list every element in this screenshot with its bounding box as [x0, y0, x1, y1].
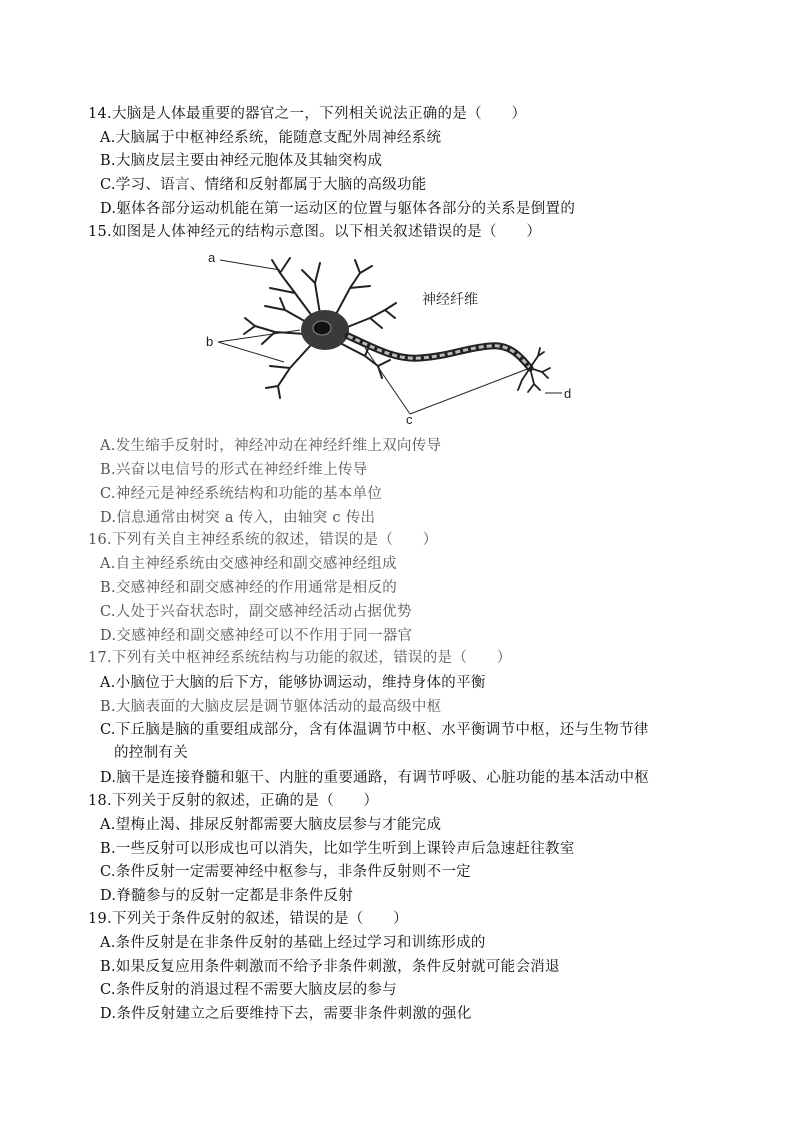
- question-19-option-a: A.条件反射是在非条件反射的基础上经过学习和训练形成的: [100, 935, 486, 951]
- question-18-option-c: C.条件反射一定需要神经中枢参与，非条件反射则不一定: [100, 864, 471, 880]
- nerve-fiber-label: 神经纤维: [422, 292, 478, 308]
- question-18-stem: 18.下列关于反射的叙述，正确的是（ ）: [88, 793, 379, 809]
- question-14-stem: 14.大脑是人体最重要的器官之一，下列相关说法正确的是（ ）: [88, 106, 527, 122]
- label-a: a: [208, 250, 216, 265]
- label-b: b: [206, 334, 214, 349]
- question-18-option-d: D.脊髓参与的反射一定都是非条件反射: [100, 888, 354, 904]
- question-17-option-a: A.小脑位于大脑的后下方，能够协调运动，维持身体的平衡: [100, 675, 486, 691]
- question-17-option-b: B.大脑表面的大脑皮层是调节躯体活动的最高级中枢: [100, 699, 442, 715]
- question-19-stem: 19.下列关于条件反射的叙述，错误的是（ ）: [88, 911, 408, 927]
- question-16-option-c: C.人处于兴奋状态时，副交感神经活动占据优势: [100, 604, 412, 620]
- question-19-option-c: C.条件反射的消退过程不需要大脑皮层的参与: [100, 982, 397, 998]
- label-d: d: [564, 386, 572, 401]
- question-15-option-b: B.兴奋以电信号的形式在神经纤维上传导: [100, 462, 368, 478]
- question-15-option-d: D.信息通常由树突 a 传入，由轴突 c 传出: [100, 510, 376, 526]
- question-19-option-b: B.如果反复应用条件刺激而不给予非条件刺激，条件反射就可能会消退: [100, 959, 560, 975]
- nucleus: [313, 321, 331, 335]
- question-14-option-d: D.躯体各部分运动机能在第一运动区的位置与躯体各部分的关系是倒置的: [100, 201, 576, 217]
- question-16-option-b: B.交感神经和副交感神经的作用通常是相反的: [100, 580, 398, 596]
- question-15-option-a: A.发生缩手反射时，神经冲动在神经纤维上双向传导: [100, 438, 442, 454]
- question-17-option-c-continued: 的控制有关: [114, 745, 188, 761]
- neuron-diagram: [200, 248, 590, 428]
- question-18-option-a: A.望梅止渴、排尿反射都需要大脑皮层参与才能完成: [100, 817, 442, 833]
- question-17-stem: 17.下列有关中枢神经系统结构与功能的叙述，错误的是（ ）: [88, 650, 512, 666]
- question-19-option-d: D.条件反射建立之后要维持下去，需要非条件刺激的强化: [100, 1006, 472, 1022]
- question-16-option-a: A.自主神经系统由交感神经和副交感神经组成: [100, 556, 397, 572]
- question-15-option-c: C.神经元是神经系统结构和功能的基本单位: [100, 486, 383, 502]
- question-17-option-c: C.下丘脑是脑的重要组成部分，含有体温调节中枢、水平衡调节中枢，还与生物节律: [100, 722, 649, 738]
- question-16-option-d: D.交感神经和副交感神经可以不作用于同一器官: [100, 628, 413, 644]
- axon-terminals: [518, 348, 550, 392]
- question-15-stem: 15.如图是人体神经元的结构示意图。以下相关叙述错误的是（ ）: [88, 224, 542, 240]
- question-18-option-b: B.一些反射可以形成也可以消失，比如学生听到上课铃声后急速赶往教室: [100, 841, 575, 857]
- label-c: c: [406, 412, 413, 427]
- question-17-option-d: D.脑干是连接脊髓和躯干、内脏的重要通路，有调节呼吸、心脏功能的基本活动中枢: [100, 770, 650, 786]
- question-14-option-c: C.学习、语言、情绪和反射都属于大脑的高级功能: [100, 177, 427, 193]
- question-14-option-b: B.大脑皮层主要由神经元胞体及其轴突构成: [100, 153, 383, 169]
- question-14-option-a: A.大脑属于中枢神经系统，能随意支配外周神经系统: [100, 130, 442, 146]
- question-16-stem: 16.下列有关自主神经系统的叙述，错误的是（ ）: [88, 532, 438, 548]
